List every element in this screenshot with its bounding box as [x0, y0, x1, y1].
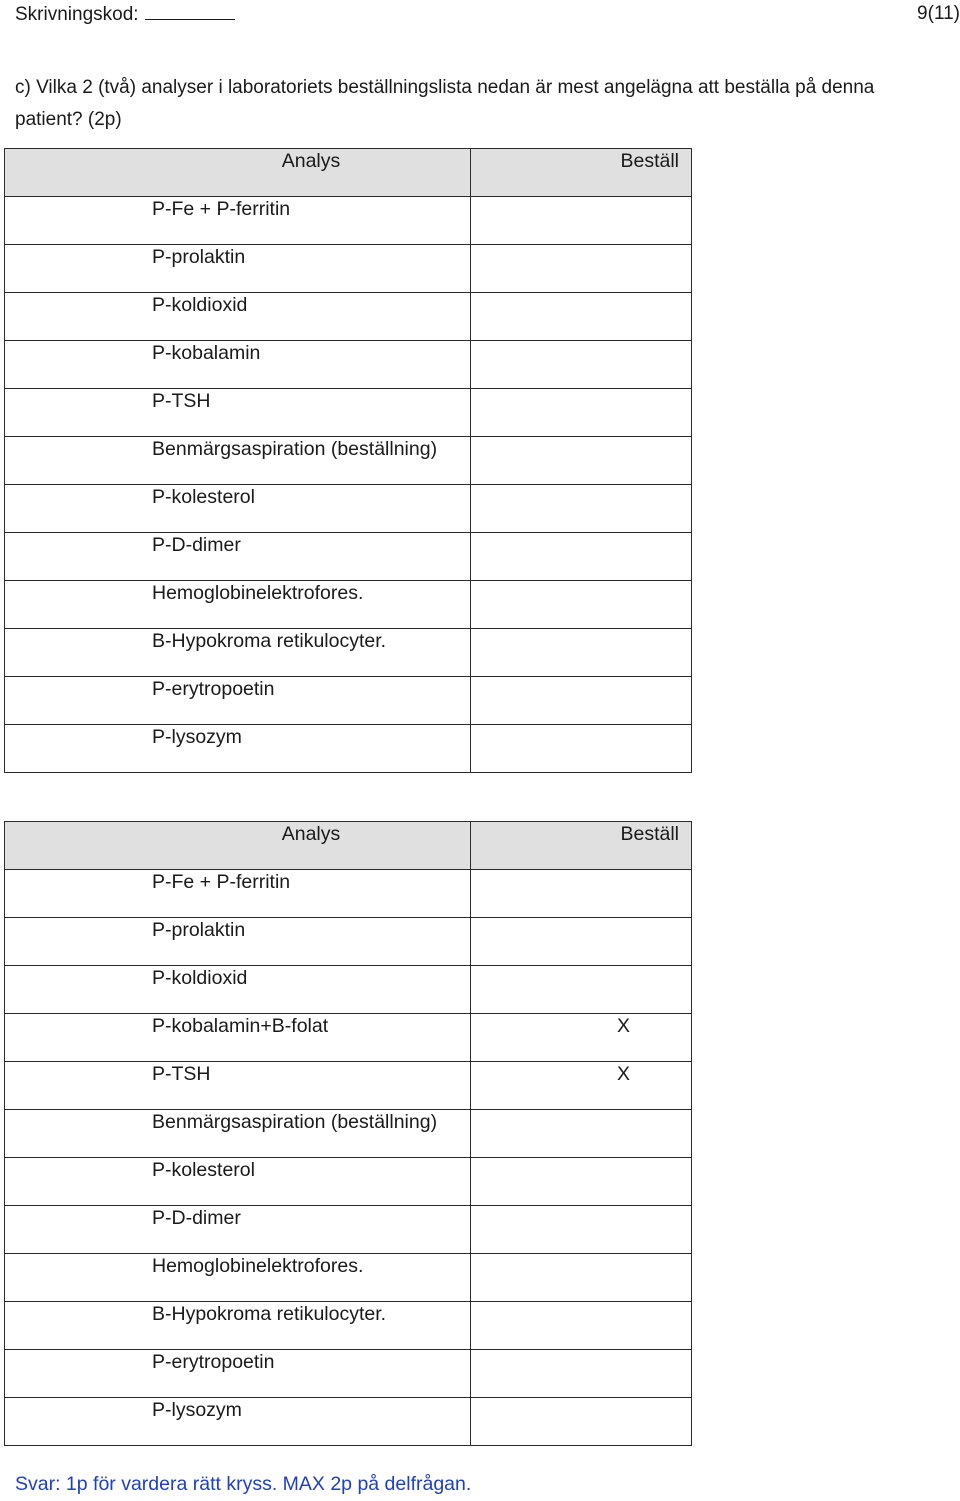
bestall-checkbox-cell[interactable] — [471, 1110, 692, 1158]
analys-name: P-erytropoetin — [152, 1351, 275, 1373]
bestall-checkbox-cell[interactable] — [471, 870, 692, 918]
bestall-checkbox-cell[interactable] — [471, 918, 692, 966]
exam-code-label — [15, 3, 235, 26]
analys-name: P-kolesterol — [152, 486, 255, 508]
analys-name: P-lysozym — [152, 726, 242, 748]
table-row — [5, 966, 692, 1014]
analys-name: P-Fe + P-ferritin — [152, 198, 291, 220]
table-row — [5, 1014, 692, 1062]
bestall-checkbox-cell[interactable] — [471, 1014, 692, 1062]
analys-cell — [5, 245, 471, 293]
analys-cell — [5, 1110, 471, 1158]
table-row — [5, 1206, 692, 1254]
analys-name: Hemoglobinelektrofores. — [152, 582, 364, 604]
analys-name: P-prolaktin — [152, 919, 246, 941]
order-table-blank — [4, 148, 692, 773]
bestall-checkbox-cell[interactable] — [471, 293, 692, 341]
analys-name: P-lysozym — [152, 1399, 242, 1421]
bestall-mark — [471, 1110, 691, 1111]
page-number: 9(11) — [917, 3, 960, 24]
analys-name: P-koldioxid — [152, 967, 248, 989]
bestall-checkbox-cell[interactable] — [471, 966, 692, 1014]
bestall-checkbox-cell[interactable] — [471, 389, 692, 437]
column-header-analys — [5, 149, 471, 197]
bestall-checkbox-cell[interactable] — [471, 581, 692, 629]
analys-cell — [5, 1302, 471, 1350]
analys-name: P-TSH — [152, 390, 211, 412]
analys-cell — [5, 293, 471, 341]
table-row — [5, 1350, 692, 1398]
analys-name: P-kobalamin — [152, 342, 261, 364]
bestall-mark — [471, 725, 691, 726]
bestall-mark — [471, 1254, 691, 1255]
table-header-row — [5, 822, 692, 870]
column-header-bestall — [471, 149, 692, 197]
column-header-bestall-label: Beställ — [620, 150, 679, 172]
table-row — [5, 437, 692, 485]
bestall-mark — [471, 1398, 691, 1399]
bestall-mark — [471, 485, 691, 486]
analys-name: Hemoglobinelektrofores. — [152, 1255, 364, 1277]
bestall-mark — [471, 293, 691, 294]
column-header-analys — [5, 822, 471, 870]
table-row — [5, 197, 692, 245]
analys-name: P-prolaktin — [152, 246, 246, 268]
table-row — [5, 1398, 692, 1446]
analys-cell — [5, 1062, 471, 1110]
bestall-checkbox-cell[interactable] — [471, 533, 692, 581]
table-row — [5, 1158, 692, 1206]
table-header-row — [5, 149, 692, 197]
bestall-mark — [471, 870, 691, 871]
bestall-mark: X — [617, 1015, 631, 1037]
column-header-bestall-label: Beställ — [620, 823, 679, 845]
analys-cell — [5, 629, 471, 677]
table-row — [5, 293, 692, 341]
order-table-answered — [4, 821, 692, 1446]
analys-name: P-D-dimer — [152, 534, 241, 556]
analys-cell — [5, 389, 471, 437]
bestall-checkbox-cell[interactable] — [471, 725, 692, 773]
column-header-analys-label: Analys — [281, 823, 341, 845]
analys-cell — [5, 485, 471, 533]
question-body: c) Vilka 2 (två) analyser i laboratoriets beställningslista nedan är mest angelägna att beställa på denna patient? — [15, 77, 875, 130]
analys-name: P-TSH — [152, 1063, 211, 1085]
answer-scoring-note: Svar: 1p för vardera rätt kryss. MAX 2p på delfrågan. — [15, 1473, 472, 1495]
bestall-checkbox-cell[interactable] — [471, 677, 692, 725]
table-row — [5, 1110, 692, 1158]
analys-cell — [5, 533, 471, 581]
analys-cell — [5, 197, 471, 245]
table-row — [5, 1254, 692, 1302]
table-row — [5, 725, 692, 773]
analys-name: P-kolesterol — [152, 1159, 255, 1181]
analys-cell — [5, 341, 471, 389]
table-row — [5, 677, 692, 725]
table-row — [5, 1062, 692, 1110]
bestall-checkbox-cell[interactable] — [471, 341, 692, 389]
table-row — [5, 389, 692, 437]
analys-cell — [5, 677, 471, 725]
bestall-checkbox-cell[interactable] — [471, 437, 692, 485]
exam-code-text: Skrivningskod: — [15, 4, 139, 25]
bestall-checkbox-cell[interactable] — [471, 197, 692, 245]
analys-cell — [5, 966, 471, 1014]
bestall-checkbox-cell[interactable] — [471, 1254, 692, 1302]
table-row — [5, 629, 692, 677]
bestall-checkbox-cell[interactable] — [471, 1398, 692, 1446]
analys-cell — [5, 1206, 471, 1254]
bestall-mark — [471, 341, 691, 342]
analys-cell — [5, 918, 471, 966]
bestall-checkbox-cell[interactable] — [471, 485, 692, 533]
analys-name: B-Hypokroma retikulocyter. — [152, 1303, 387, 1325]
analys-name: P-koldioxid — [152, 294, 248, 316]
analys-cell — [5, 1398, 471, 1446]
analys-cell — [5, 1254, 471, 1302]
table-row — [5, 870, 692, 918]
bestall-checkbox-cell[interactable] — [471, 629, 692, 677]
column-header-bestall — [471, 822, 692, 870]
bestall-mark — [471, 918, 691, 919]
bestall-checkbox-cell[interactable] — [471, 1302, 692, 1350]
bestall-checkbox-cell[interactable] — [471, 1062, 692, 1110]
bestall-mark: X — [617, 1063, 631, 1085]
analys-cell — [5, 725, 471, 773]
bestall-mark — [471, 197, 691, 198]
analys-name: B-Hypokroma retikulocyter. — [152, 630, 387, 652]
analys-cell — [5, 581, 471, 629]
table-row — [5, 485, 692, 533]
analys-name: P-D-dimer — [152, 1207, 241, 1229]
bestall-mark — [471, 1302, 691, 1303]
bestall-mark — [471, 437, 691, 438]
table-row — [5, 341, 692, 389]
question-points: (2p) — [87, 109, 122, 130]
analys-cell — [5, 870, 471, 918]
bestall-mark — [471, 581, 691, 582]
bestall-mark — [471, 533, 691, 534]
table-row — [5, 581, 692, 629]
table-row — [5, 918, 692, 966]
bestall-mark — [471, 966, 691, 967]
bestall-mark — [471, 389, 691, 390]
question-text — [15, 72, 915, 136]
analys-cell — [5, 1158, 471, 1206]
analys-name: P-erytropoetin — [152, 678, 275, 700]
exam-code-blank — [145, 3, 235, 20]
table-row — [5, 533, 692, 581]
bestall-mark — [471, 245, 691, 246]
analys-name: Benmärgsaspiration (beställning) — [152, 1111, 438, 1133]
analys-cell — [5, 1350, 471, 1398]
bestall-mark — [471, 1350, 691, 1351]
analys-cell — [5, 1014, 471, 1062]
bestall-checkbox-cell[interactable] — [471, 1350, 692, 1398]
bestall-mark — [471, 629, 691, 630]
bestall-checkbox-cell[interactable] — [471, 1206, 692, 1254]
bestall-mark — [471, 1158, 691, 1159]
bestall-mark — [471, 1206, 691, 1207]
table-row — [5, 245, 692, 293]
analys-name: P-kobalamin+B-folat — [152, 1015, 329, 1037]
bestall-mark — [471, 677, 691, 678]
bestall-checkbox-cell[interactable] — [471, 1158, 692, 1206]
table-row — [5, 1302, 692, 1350]
analys-name: P-Fe + P-ferritin — [152, 871, 291, 893]
analys-cell — [5, 437, 471, 485]
bestall-checkbox-cell[interactable] — [471, 245, 692, 293]
analys-name: Benmärgsaspiration (beställning) — [152, 438, 438, 460]
column-header-analys-label: Analys — [281, 150, 341, 172]
